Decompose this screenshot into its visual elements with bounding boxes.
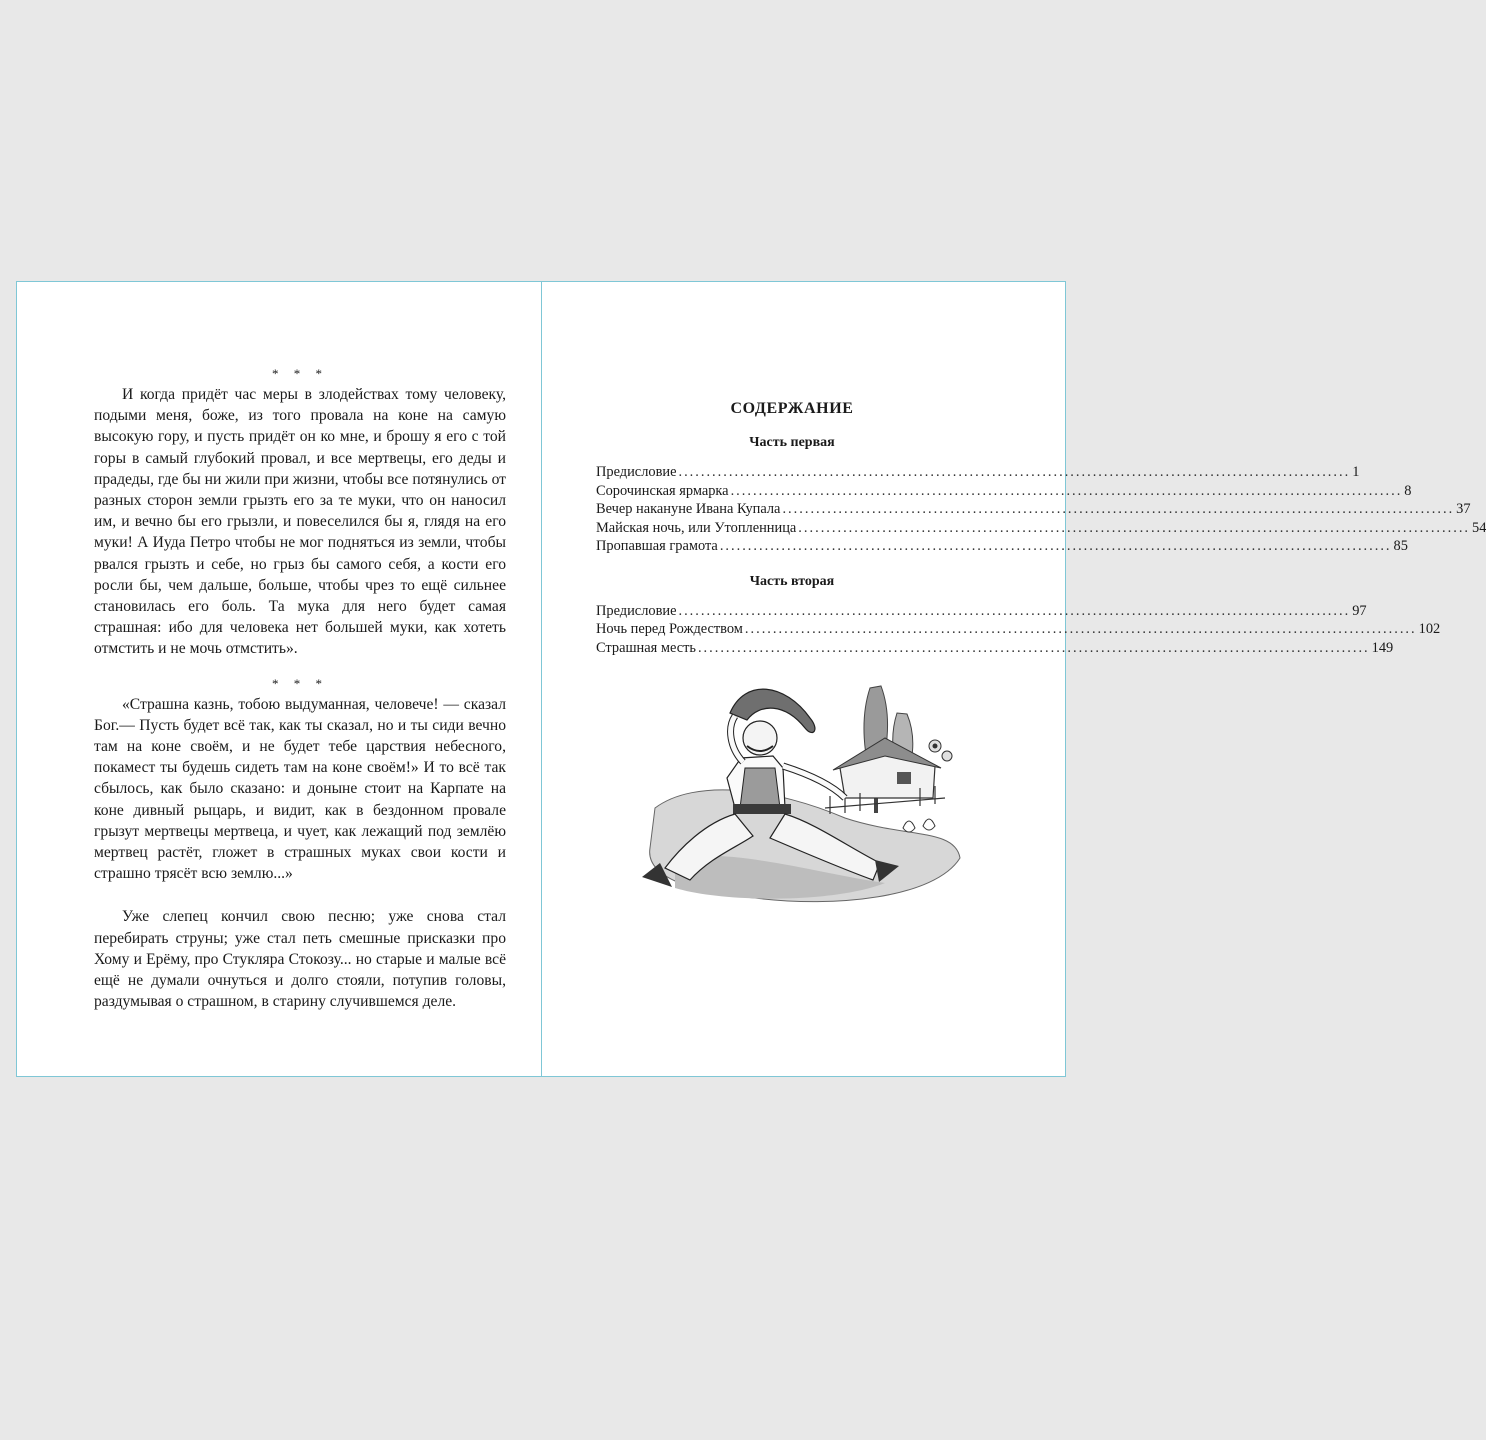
toc-entry-title: Пропавшая грамота xyxy=(596,538,718,554)
section-separator: * * * xyxy=(272,675,328,691)
toc-entry-title: Предисловие xyxy=(596,464,677,480)
toc-entry-page-number: 97 xyxy=(1352,602,1367,619)
toc-leader-dots: ........................................................................................................................ xyxy=(697,639,1370,656)
toc-leader-dots: ........................................................................................................................ xyxy=(798,519,1471,536)
toc-entry-title: Майская ночь, или Утопленница xyxy=(596,519,797,536)
toc-entry-page-number: 8 xyxy=(1404,482,1412,499)
toc-entry-page-number: 1 xyxy=(1352,464,1360,480)
toc-entry xyxy=(596,519,1486,538)
toc-entry-title: Сорочинская ярмарка xyxy=(596,482,729,499)
toc-entry xyxy=(596,639,1394,658)
toc-entry-page-number: 37 xyxy=(1456,501,1471,517)
toc-leader-dots: ........................................................................................................................ xyxy=(678,602,1351,619)
toc-entry-page-number: 149 xyxy=(1371,639,1394,656)
toc-leader-dots: ........................................................................................................................ xyxy=(782,501,1455,517)
toc-entry-title: Вечер накануне Ивана Купала xyxy=(596,501,781,517)
toc-list xyxy=(596,602,1441,658)
toc-leader-dots: ........................................................................................................................ xyxy=(744,621,1417,637)
dancing-cossack-illustration xyxy=(635,658,965,908)
toc-leader-dots: ........................................................................................................................ xyxy=(678,464,1351,480)
page-gutter xyxy=(541,282,542,1076)
toc-entry-page-number: 102 xyxy=(1418,621,1441,637)
toc-entry xyxy=(596,537,1408,556)
toc-entry xyxy=(596,620,1441,639)
toc-entry-page-number: 85 xyxy=(1393,538,1408,554)
toc-entry-title: Страшная месть xyxy=(596,639,696,656)
left-page xyxy=(94,364,506,1012)
paragraph: Уже слепец кончил свою песню; уже снова стал перебирать струны; уже стал петь смешные присказки про Хому и Ерёму, про Стукляра Стокозу... но старые и малые всё ещё не думали очнуться и долго стояли, потупив головы, раздумывая о страшном, в старину случившемся деле. xyxy=(94,908,506,1011)
book-spread xyxy=(16,281,1486,1077)
paragraph: «Страшна казнь, тобою выдуманная, человече! — сказал Бог.— Пусть будет всё так, как ты сказал, но и ты сиди вечно там на коне своём, и не будет тебе царствия небесного, покамест ты будешь сидеть там на коне своём!» И то всё так сбылось, как было сказано: и доныне стоит на Карпате на коне дивный рыцарь, и видит, как в бездонном провале грызут мертвецы мертвеца, и чует, как лежащий под землёю мертвец растёт, гложет в страшных муках свои кости и страшно трясёт всю землю...» xyxy=(94,695,506,883)
toc-entry xyxy=(596,482,1412,501)
paragraph: И когда придёт час меры в злодействах тому человеку, подыми меня, боже, из того провала на коне на самую высокую гору, и пусть придёт он ко мне, и брошу я его с той горы в самый глубокий провал, и все мертвецы, его деды и прадеды, где бы ни жили при жизни, чтобы все потянулись от разных сторон земли грызть его за те муки, что он наносил им, и вечно бы его грызли, и повеселился бы я, глядя на его муки! А Иуда Петро чтобы не мог подняться из земли, чтобы рвался грызть и себе, но грыз бы самого себя, а кости его росли бы, чем дальше, больше, чтобы чрез то ещё сильнее становилась его боль. Та мука для него будет самая страшная: ибо для человека нет большей муки, как хотеть отмстить и не мочь отмстить». xyxy=(94,386,506,658)
toc-entry-title: Предисловие xyxy=(596,602,677,619)
right-page xyxy=(596,400,1486,657)
toc-entry-title: Ночь перед Рождеством xyxy=(596,621,743,637)
toc-part-heading: Часть первая xyxy=(749,435,835,450)
toc-entry-page-number: 54 xyxy=(1472,519,1486,536)
toc-leader-dots: ........................................................................................................................ xyxy=(719,538,1392,554)
toc-leader-dots: ........................................................................................................................ xyxy=(730,482,1403,499)
toc-list xyxy=(596,463,1486,556)
toc-entry xyxy=(596,463,1360,482)
toc-entry xyxy=(596,500,1471,519)
toc-entry xyxy=(596,602,1367,621)
toc-title: СОДЕРЖАНИЕ xyxy=(730,400,854,417)
toc-part-heading: Часть вторая xyxy=(749,573,835,589)
section-separator: * * * xyxy=(272,366,328,381)
